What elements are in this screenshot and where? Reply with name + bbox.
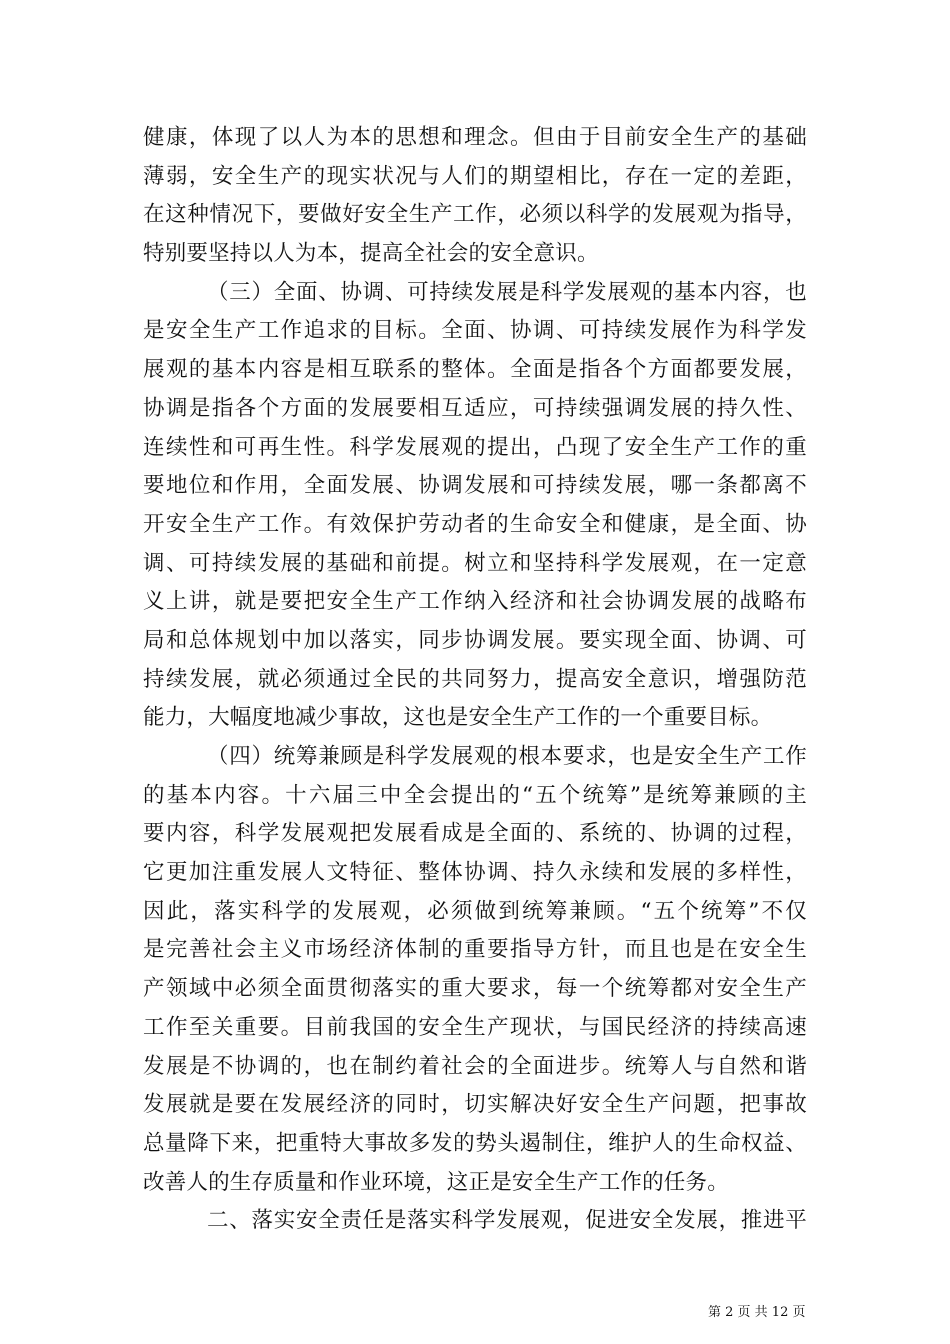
text-line: 发展是不协调的，也在制约着社会的全面进步。统筹人与自然和谐 bbox=[143, 1053, 807, 1079]
text-line: 产领域中必须全面贯彻落实的重大要求，每一个统筹都对安全生产 bbox=[143, 976, 807, 1002]
text-line: 是安全生产工作追求的目标。全面、协调、可持续发展作为科学发 bbox=[143, 318, 807, 344]
text-line: 在这种情况下，要做好安全生产工作，必须以科学的发展观为指导， bbox=[143, 202, 807, 228]
text-line: 连续性和可再生性。科学发展观的提出，凸现了安全生产工作的重 bbox=[143, 434, 807, 460]
text-line: 总量降下来，把重特大事故多发的势头遏制住，维护人的生命权益、 bbox=[143, 1130, 807, 1156]
text-line: 是完善社会主义市场经济体制的重要指导方针，而且也是在安全生 bbox=[143, 937, 807, 963]
text-line: 调、可持续发展的基础和前提。树立和坚持科学发展观，在一定意 bbox=[143, 550, 807, 576]
text-line: 健康，体现了以人为本的思想和理念。但由于目前安全生产的基础 bbox=[143, 125, 807, 150]
text-line: 展观的基本内容是相互联系的整体。全面是指各个方面都要发展， bbox=[143, 357, 807, 383]
text-line: 能力，大幅度地减少事故，这也是安全生产工作的一个重要目标。 bbox=[143, 705, 773, 731]
text-line: 因此，落实科学的发展观，必须做到统筹兼顾。“五个统筹”不仅 bbox=[143, 898, 807, 924]
text-line: 它更加注重发展人文特征、整体协调、持久永续和发展的多样性， bbox=[143, 860, 807, 886]
text-line: 局和总体规划中加以落实，同步协调发展。要实现全面、协调、可 bbox=[143, 627, 807, 653]
text-line: 义上讲，就是要把安全生产工作纳入经济和社会协调发展的战略布 bbox=[143, 589, 807, 615]
text-line: 持续发展，就必须通过全民的共同努力，提高安全意识，增强防范 bbox=[143, 666, 807, 692]
text-line: 特别要坚持以人为本，提高全社会的安全意识。 bbox=[143, 241, 599, 267]
text-line: 薄弱，安全生产的现实状况与人们的期望相比，存在一定的差距， bbox=[143, 163, 807, 189]
text-line: 协调是指各个方面的发展要相互适应，可持续强调发展的持久性、 bbox=[143, 395, 807, 421]
text-line: （四）统筹兼顾是科学发展观的根本要求，也是安全生产工作 bbox=[207, 744, 807, 769]
section-heading-line: 二、落实安全责任是落实科学发展观，促进安全发展，推进平 bbox=[207, 1208, 807, 1234]
document-body bbox=[143, 119, 807, 1241]
text-line: 要内容，科学发展观把发展看成是全面的、系统的、协调的过程， bbox=[143, 821, 807, 847]
text-line: 开安全生产工作。有效保护劳动者的生命安全和健康，是全面、协 bbox=[143, 511, 807, 537]
text-line: 的基本内容。十六届三中全会提出的“五个统筹”是统筹兼顾的主 bbox=[143, 782, 807, 808]
text-line: 改善人的生存质量和作业环境，这正是安全生产工作的任务。 bbox=[143, 1169, 729, 1195]
page-number: 第 2 页 共 12 页 bbox=[708, 1305, 806, 1320]
text-line: 工作至关重要。目前我国的安全生产现状，与国民经济的持续高速 bbox=[143, 1014, 807, 1040]
text-line: 要地位和作用，全面发展、协调发展和可持续发展，哪一条都离不 bbox=[143, 473, 807, 499]
text-line: （三）全面、协调、可持续发展是科学发展观的基本内容，也 bbox=[207, 279, 807, 305]
text-line: 发展就是要在发展经济的同时，切实解决好安全生产问题，把事故 bbox=[143, 1092, 807, 1118]
